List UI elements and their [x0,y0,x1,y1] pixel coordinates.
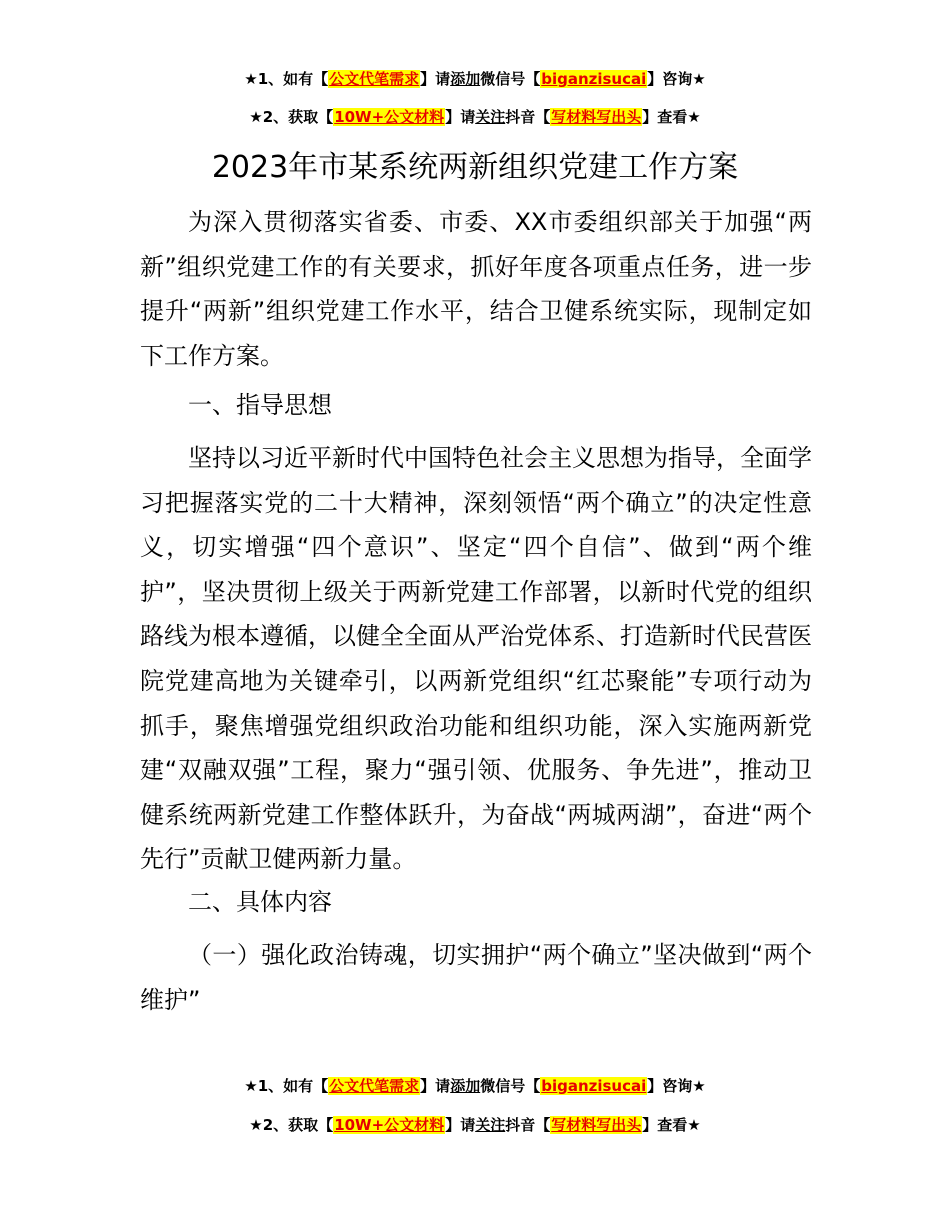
promo-highlight: 公文代笔需求 [329,70,420,88]
promo-text: 】查看★ [642,108,701,126]
promo-text: ★2、获取【 [249,1116,334,1134]
promo-text: 】请 [445,1116,476,1134]
promo-underline: 添加 [450,1077,481,1095]
promo-text: 】查看★ [642,1116,701,1134]
promo-text: 】请 [420,1077,451,1095]
promo-text: ★2、获取【 [249,108,334,126]
promo-highlight-douyin: 写材料写出头 [551,1116,642,1134]
promo-highlight-wechat: biganzisucai [541,1077,647,1095]
promo-underline: 关注 [475,108,506,126]
promo-highlight-wechat: biganzisucai [541,70,647,88]
header-promo-line-1 [0,68,950,90]
section-heading-specific-content: 二、具体内容 [188,888,332,916]
promo-text: 抖音【 [505,1116,551,1134]
footer-promo-line-2 [0,1114,950,1136]
subsection-heading-political: （一）强化政治铸魂，切实拥护“两个确立”坚决做到“两个维护” [140,941,812,1014]
promo-text: 】咨询★ [647,1077,706,1095]
intro-paragraph: 为深入贯彻落实省委、市委、XX市委组织部关于加强“两新”组织党建工作的有关要求，抓好年度各项重点任务，进一步提升“两新”组织党建工作水平，结合卫健系统实际，现制定如下工作方案。 [140,208,812,370]
promo-highlight: 10W+公文材料 [334,108,445,126]
promo-highlight: 10W+公文材料 [334,1116,445,1134]
promo-text: 微信号【 [480,1077,541,1095]
header-promo-line-2 [0,106,950,128]
section-heading-guiding-ideology: 一、指导思想 [188,391,332,419]
promo-text: 抖音【 [505,108,551,126]
promo-underline: 关注 [475,1116,506,1134]
promo-text: 微信号【 [480,70,541,88]
promo-underline: 添加 [450,70,481,88]
footer-promo-line-1 [0,1075,950,1097]
promo-highlight: 公文代笔需求 [329,1077,420,1095]
promo-text: 】请 [420,70,451,88]
promo-text: 】请 [445,108,476,126]
promo-text: ★1、如有【 [244,70,329,88]
promo-text: 】咨询★ [647,70,706,88]
promo-text: ★1、如有【 [244,1077,329,1095]
promo-highlight-douyin: 写材料写出头 [551,108,642,126]
document-title: 2023年市某系统两新组织党建工作方案 [211,150,739,185]
section-body-guiding-ideology: 坚持以习近平新时代中国特色社会主义思想为指导，全面学习把握落实党的二十大精神，深刻领悟“两个确立”的决定性意义，切实增强“四个意识”、坚定“四个自信”、做到“两个维护”，坚决贯彻上级关于两新党建工作部署，以新时代党的组织路线为根本遵循，以健全全面从严治党体系、打造新时代民营医院党建高地为关键牵引，以两新党组织“红芯聚能”专项行动为抓手，聚焦增强党组织政治功能和组织功能，深入实施两新党建“双融双强”工程，聚力“强引领、优服务、争先进”，推动卫健系统两新党建工作整体跃升，为奋战“两城两湖”，奋进“两个先行”贡献卫健两新力量。 [140,444,812,874]
